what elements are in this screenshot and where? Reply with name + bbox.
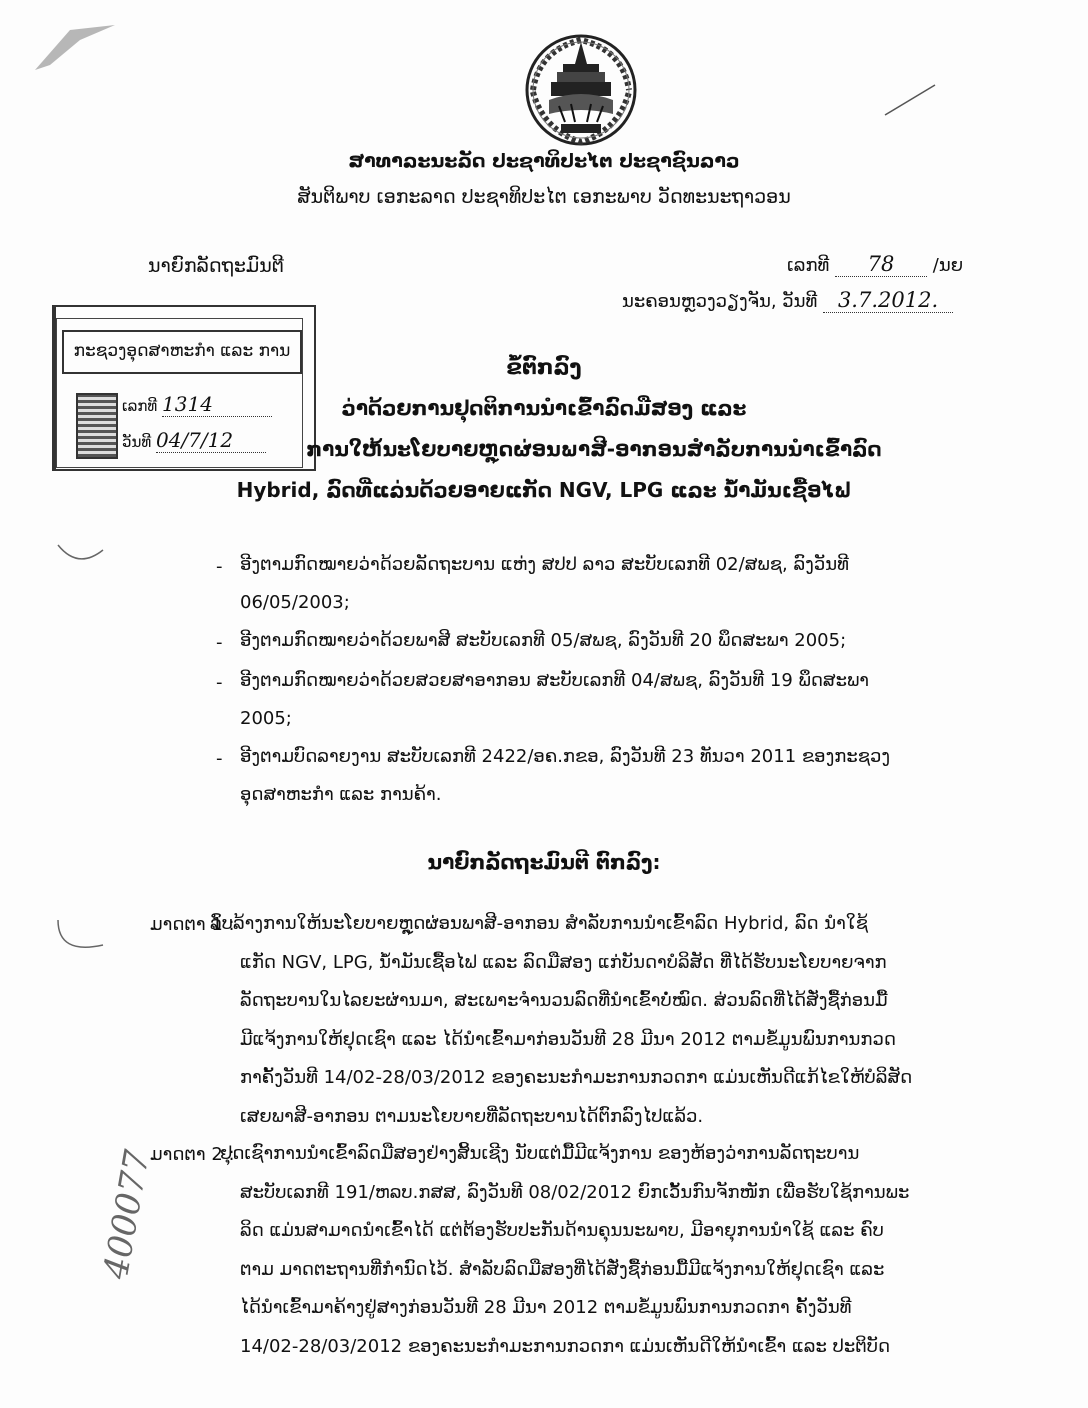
article-1-label: ມາດຕາ 1 : [150, 914, 235, 935]
decree-number-suffix: /ນຍ [932, 255, 964, 276]
stamp-date-value: 04/7/12 [156, 428, 266, 453]
punch-hole-mark [48, 530, 108, 570]
reference-line: ອີງຕາມກົດໝາຍວ່າດ້ວຍພາສີ ສະບັບເລກທີ 05/ສພຊ, ລົງວັນທີ 20 ພຶດສະພາ 2005; [240, 630, 847, 651]
article-line: ໄດ້ນຳເຂົ້າມາຄ້າງຢູ່ສາງກ່ອນວັນທີ 28 ມີນາ 2012 ຕາມຂໍ້ມູນພົນການກວດກາ ຄັ້ງວັນທີ [240, 1297, 852, 1318]
reference-item [240, 738, 1000, 814]
article-line: ແກັດ NGV, LPG, ນ້ຳມັນເຊື້ອໄຟ ແລະ ລົດມືສອງ ແກ່ບັນດາບໍລິສັດ ທີ່ໄດ້ຮັບນະໂຍບາຍຈາກ [240, 951, 887, 973]
article-line: ເສຍພາສີ-ອາກອນ ຕາມນະໂຍບາຍທີ່ລັດຖະບານໄດ້ຕົກລົງໄປແລ້ວ. [240, 1105, 704, 1127]
punch-hole-mark-2 [48, 910, 108, 960]
reference-line: 06/05/2003; [240, 592, 350, 613]
stamp-office: ກະຊວງອຸດສາຫະກຳ ແລະ ການ [62, 330, 302, 374]
reference-line: ອີງຕາມບົດລາຍງານ ສະບັບເລກທີ 2422/ອຄ.ກຂອ, ລົງວັນທີ 23 ທັນວາ 2011 ຂອງກະຊວງ [240, 746, 891, 767]
place-date-label: ນະຄອນຫຼວງວຽງຈັນ, ວັນທີ [622, 291, 818, 312]
article-2-label: ມາດຕາ 2 : [150, 1144, 235, 1165]
national-motto: ສັນຕິພາບ ເອກະລາດ ປະຊາທິປະໄຕ ເອກະພາບ ວັດທະນະຖາວອນ [297, 186, 791, 208]
article-2-body [220, 1135, 1000, 1366]
decree-number [787, 252, 963, 277]
decree-heading: ນາຍົກລັດຖະມົນຕີ ຕົກລົງ: [427, 850, 661, 874]
decree-number-value: 78 [835, 252, 927, 277]
issuer: ນາຍົກລັດຖະມົນຕີ [148, 255, 284, 277]
article-line: 14/02-28/03/2012 ຂອງຄະນະກຳມະການກວດກາ ແມ່ນເຫັນດີໃຫ້ນຳເຂົ້າ ແລະ ປະຕິບັດ [240, 1335, 891, 1357]
reference-line: 2005; [240, 708, 292, 729]
article-line: ລົບລ້າງການໃຫ້ນະໂຍບາຍຫຼຸດຜ່ອນພາສີ-ອາກອນ ສຳລັບການນຳເຂົ້າລົດ Hybrid, ລົດ ນຳໃຊ້ [210, 913, 869, 934]
reference-item [240, 546, 1000, 622]
article-line: ຢຸດເຊົາການນຳເຂົ້າລົດມືສອງຢ່າງສິ້ນເຊີງ ນັບແຕ່ມື້ມີແຈ້ງການ ຂອງຫ້ອງວ່າການລັດຖະບານ [220, 1143, 860, 1164]
reference-line: ອີງຕາມກົດໝາຍວ່າດ້ວຍສວຍສາອາກອນ ສະບັບເລກທີ 04/ສພຊ, ລົງວັນທີ 19 ພຶດສະພາ [240, 670, 870, 691]
document-title: ຂໍ້ຕົກລົງ [506, 355, 582, 379]
stamp-date-label: ວັນທີ [122, 433, 152, 451]
place-date [622, 288, 953, 313]
scan-stroke-mark [880, 80, 940, 120]
article-1-body [210, 905, 1000, 1136]
reference-line: ອີງຕາມກົດໝາຍວ່າດ້ວຍລັດຖະບານ ແຫ່ງ ສປປ ລາວ ສະບັບເລກທີ 02/ສພຊ, ລົງວັນທີ [240, 554, 849, 575]
reference-dash: - [216, 632, 223, 653]
reference-dash: - [216, 672, 223, 693]
article-line: ສະບັບເລກທີ 191/ຫລບ.ກສສ, ລົງວັນທີ 08/02/2012 ຍົກເວັ້ນກົນຈັກໜັກ ເພື່ອຮັບໃຊ້ການພະ [240, 1181, 910, 1203]
handwritten-file-number: 400077 [96, 1147, 158, 1282]
title-subject-line3: Hybrid, ລົດທີ່ແລ່ນດ້ວຍອາຍແກັດ NGV, LPG ແລະ ນ້ຳມັນເຊື້ອໄຟ [236, 478, 852, 502]
reference-item [240, 622, 1000, 660]
reference-line: ອຸດສາຫະກຳ ແລະ ການຄ້າ. [240, 784, 442, 805]
title-subject-line1: ວ່າດ້ວຍການຢຸດຕິການນຳເຂົ້າລົດມືສອງ ແລະ [341, 396, 747, 420]
title-subject-line2: ການໃຫ້ນະໂຍບາຍຫຼຸດຜ່ອນພາສີ-ອາກອນສຳລັບການນຳເຂົ້າລົດ [306, 437, 882, 461]
decree-date-value: 3.7.2012. [823, 288, 953, 313]
article-line: ມີແຈ້ງການໃຫ້ຢຸດເຊົາ ແລະ ໄດ້ນຳເຂົ້າມາກ່ອນວັນທີ 28 ມີນາ 2012 ຕາມຂໍ້ມູນພົນການກວດ [240, 1028, 896, 1050]
reference-dash: - [216, 556, 223, 577]
stamp-number-label: ເລກທີ [122, 397, 158, 415]
scan-corner-mark [30, 20, 120, 80]
reference-dash: - [216, 748, 223, 769]
article-line: ກາຄັ້ງວັນທີ 14/02-28/03/2012 ຂອງຄະນະກຳມະການກວດກາ ແມ່ນເຫັນດີແກ້ໄຂໃຫ້ບໍລິສັດ [240, 1067, 913, 1088]
article-line: ລິດ ແມ່ນສາມາດນຳເຂົ້າໄດ້ ແຕ່ຕ້ອງຮັບປະກັນດ້ານຄຸນນະພາບ, ມີອາຍຸການນຳໃຊ້ ແລະ ຄົບ [240, 1220, 884, 1241]
country-name: ສາທາລະນະລັດ ປະຊາທິປະໄຕ ປະຊາຊົນລາວ [348, 150, 740, 172]
article-line: ລັດຖະບານໃນໄລຍະຜ່ານມາ, ສະເພາະຈຳນວນລົດທີ່ນຳເຂົ້າບໍ່ໝົດ. ສ່ວນລົດທີ່ໄດ້ສັ່ງຊື້ກ່ອນມື້ [240, 990, 888, 1011]
stamp-number-value: 1314 [162, 392, 272, 417]
decree-number-label: ເລກທີ [787, 255, 830, 276]
reference-item [240, 662, 1000, 738]
national-emblem-icon [519, 30, 643, 148]
article-line: ຕາມ ມາດຕະຖານທີ່ກຳນົດໄວ້. ສຳລັບລົດມືສອງທີ່ໄດ້ສັ່ງຊື້ກ່ອນມື້ມີແຈ້ງການໃຫ້ຢຸດເຊົາ ແລະ [240, 1258, 885, 1280]
